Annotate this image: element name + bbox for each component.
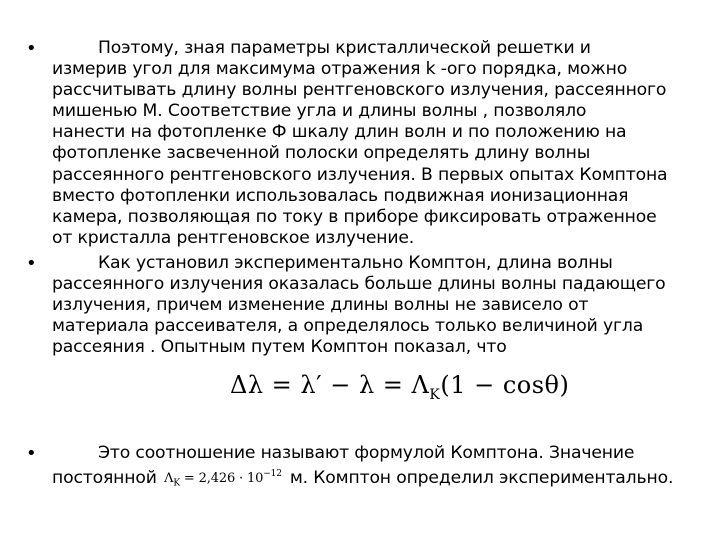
paragraph-line: рассчитывать длину волны рентгеновского излучения, рассеянного [52,80,667,101]
paragraph-1 [52,38,712,249]
bullet-1: • [26,38,37,59]
bullet-2: • [26,253,37,274]
paragraph-line: измерив угол для максимума отражения k -ого порядка, можно [52,59,628,80]
paragraph-line: рассеянного рентгеновского излучения. В первых опытах Комптона [52,164,668,185]
formula-main: Δλ = λ′ − λ = Λ [230,371,430,399]
compton-formula [230,370,569,410]
constant-symbol: Λ [164,471,174,487]
paragraph-line: от кристалла рентгеновское излучение. [52,227,415,248]
formula-tail: (1 − cosθ) [440,371,570,399]
constant-exponent: −12 [263,469,282,480]
paragraph-line: нанести на фотопленке Ф шкалу длин волн и по положению на [52,122,627,143]
paragraph-line: мишенью М. Соответствие угла и длины волны , позволяло [52,101,587,122]
paragraph-3 [52,443,712,495]
paragraph-text: м. Комптон определил экспериментально. [289,468,674,489]
paragraph-line: Как установил экспериментально Комптон, длина волны [98,253,613,273]
paragraph-line: Это соотношение называют формулой Комптона. Значение [98,443,635,463]
paragraph-line: материала рассеивателя, а определялось только величиной угла [52,316,644,337]
paragraph-line: вместо фотопленки использовалась подвижная ионизационная [52,185,629,206]
formula-subscript: K [429,386,441,403]
paragraph-2 [52,253,712,358]
paragraph-line: излучения, причем изменение длины волны не зависело от [52,295,589,316]
bullet-3: • [26,443,37,464]
constant-subscript: K [173,478,180,489]
paragraph-line: рассеяния . Опытным путем Комптон показал, что [52,337,507,358]
paragraph-line: Поэтому, зная параметры кристаллической решетки и [98,38,591,58]
paragraph-text: постоянной [52,468,157,489]
paragraph-line: рассеянного излучения оказалась больше длины волны падающего [52,274,666,295]
constant-value: = 2,426 · 10 [179,471,264,487]
paragraph-line [52,464,712,495]
paragraph-line: камера, позволяющая по току в приборе фиксировать отраженное [52,206,657,227]
compton-constant-formula [164,464,282,495]
paragraph-line: фотопленке засвеченной полоски определять длину волны [52,143,591,164]
